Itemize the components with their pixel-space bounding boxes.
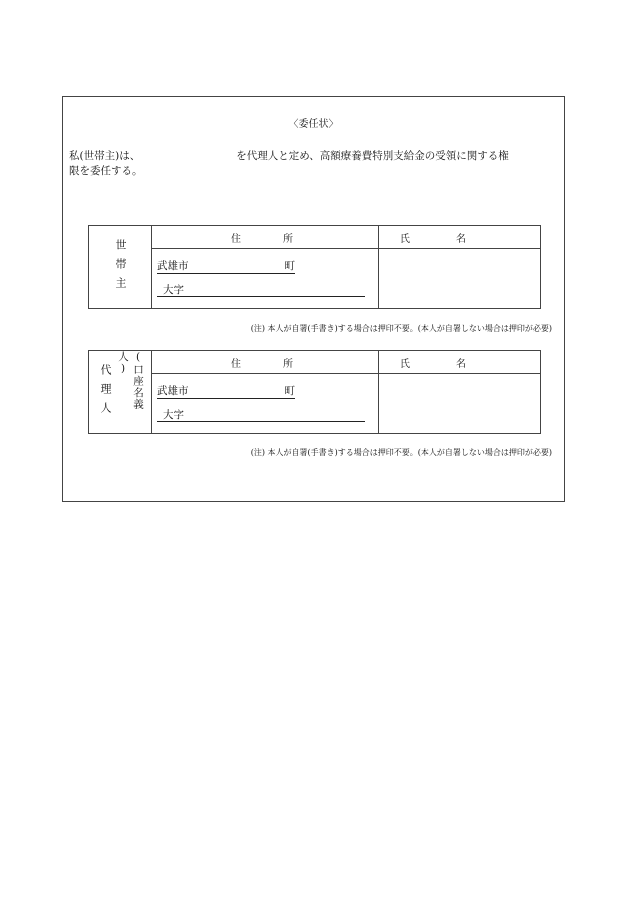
- householder-address-cell[interactable]: [151, 248, 378, 308]
- householder-city-line[interactable]: [157, 260, 295, 274]
- delegation-paragraph: [69, 149, 556, 179]
- aza-label: 大字: [163, 284, 184, 296]
- paragraph-part1: 私(世帯主)は、: [69, 150, 141, 162]
- agent-header-row: [151, 351, 540, 374]
- address-header: 住 所: [231, 234, 293, 245]
- householder-note: (注) 本人が自署(手書き)する場合は押印不要。(本人が自署しない場合は押印が必要): [250, 324, 552, 333]
- agent-address-cell[interactable]: [151, 373, 378, 433]
- agent-sublabel: (口座名義人): [117, 351, 144, 410]
- document-title: 〈委任状〉: [288, 119, 339, 130]
- town-label: 町: [284, 260, 295, 272]
- householder-label: 世帯主: [114, 238, 127, 296]
- city-label: 武雄市: [157, 385, 189, 397]
- power-of-attorney-form: [62, 96, 565, 502]
- name-header: 氏 名: [400, 234, 466, 245]
- agent-table: [88, 350, 541, 434]
- agent-city-line[interactable]: [157, 385, 295, 399]
- column-divider: [378, 226, 379, 308]
- householder-header-row: [151, 226, 540, 249]
- aza-label: 大字: [163, 409, 184, 421]
- town-label: 町: [284, 385, 295, 397]
- paragraph-part2: を代理人と定め、高額療養費特別支給金の受領に関する権: [236, 150, 509, 162]
- agent-note: (注) 本人が自署(手書き)する場合は押印不要。(本人が自署しない場合は押印が必要): [250, 448, 552, 457]
- paragraph-line2: 限を委任する。: [69, 165, 143, 177]
- city-label: 武雄市: [157, 260, 189, 272]
- householder-aza-line[interactable]: [157, 284, 365, 297]
- householder-table: [88, 225, 541, 309]
- address-header: 住 所: [231, 359, 293, 370]
- householder-label-cell: [89, 226, 152, 308]
- agent-aza-line[interactable]: [157, 409, 365, 422]
- agent-label: 代理人: [99, 363, 112, 421]
- agent-label-cell: [89, 351, 152, 433]
- column-divider: [378, 351, 379, 433]
- name-header: 氏 名: [400, 359, 466, 370]
